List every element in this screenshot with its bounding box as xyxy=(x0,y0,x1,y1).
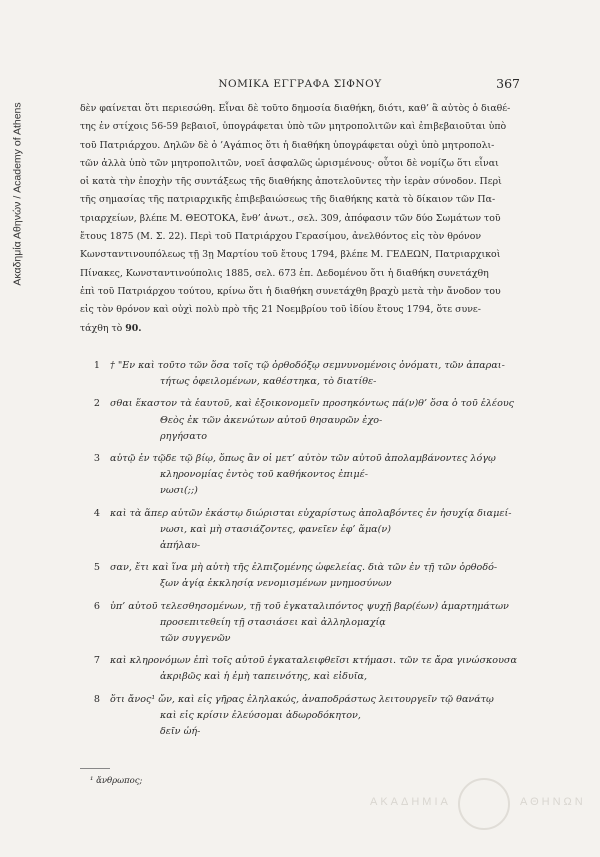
footnote: ¹ ἄνθρωπος; xyxy=(90,776,143,786)
verse-text xyxy=(110,358,520,390)
verse-text xyxy=(110,599,520,648)
verse-number: 6 xyxy=(93,600,100,612)
verse-line: ὑπ’ αὐτοῦ τελεσθησομένων, τῇ τοῦ ἐγκαταλιπόντος ψυχῇ βαρ(έων) ἁμαρτημάτων xyxy=(110,600,509,612)
verse-text xyxy=(110,653,520,685)
verse-number: 7 xyxy=(93,655,100,667)
verse-row xyxy=(80,358,520,390)
intro-last-bold: 90. xyxy=(125,322,142,334)
verse-line: ὅτι ἄνος¹ ὤν, καὶ εἰς γῆρας ἐληλακώς, ἀναποδράστως λειτουργεῖν τῷ θανάτῳ xyxy=(110,693,494,705)
verse-line: νωσι, καὶ μὴ στασιάζοντες, φανεῖεν ἐφ’ ἅμα(ν) xyxy=(160,523,391,535)
verse-line: ἀπήλαυ- xyxy=(160,540,201,552)
intro-line: Πίνακες, Κωνσταντινούπολις 1885, σελ. 673 ἑπ. Δεδομένου ὅτι ἡ διαθήκη συνετάχθη xyxy=(80,267,489,279)
verse-row xyxy=(80,396,520,445)
intro-line: της ἐν στίχοις 56-59 βεβαιοῖ, ὑπογράφεται ὑπὸ τῶν μητροπολιτῶν καὶ ἐπιβεβαιοῦται ὑπὸ xyxy=(80,121,507,133)
verse-line: καὶ εἰς κρίσιν ἐλεύσομαι ἀδωροδόκητον, xyxy=(160,709,361,721)
verse-line: καὶ κληρονόμων ἐπὶ τοῖς αὐτοῦ ἐγκαταλειφθεῖσι κτήμασι. τῶν τε ἄρα γινώσκουσα xyxy=(110,655,517,667)
side-label xyxy=(6,44,30,344)
running-header xyxy=(80,76,520,92)
verse-line: τῶν συγγενῶν xyxy=(160,633,231,645)
intro-last-text: τάχθη τὸ xyxy=(80,322,126,334)
verse-line: αὐτῷ ἐν τῷδε τῷ βίῳ, ὅπως ἂν οἱ μετ’ αὐτὸν τῶν αὐτοῦ ἀπολαμβάνοντες λόγῳ xyxy=(110,453,496,465)
intro-line: δὲν φαίνεται ὅτι περιεσώθη. Εἶναι δὲ τοῦτο δημοσία διαθήκη, διότι, καθ’ ἃ αὐτὸς ὁ διαθέ- xyxy=(80,103,511,114)
verse-row xyxy=(80,692,520,741)
verse-row xyxy=(80,560,520,592)
verse-number: 1 xyxy=(93,360,100,371)
verse-number: 2 xyxy=(93,398,100,410)
verse-text xyxy=(110,506,520,555)
verse-text xyxy=(110,560,520,592)
verse-line: κληρονομίας ἐντὸς τοῦ καθήκοντος ἐπιμέ- xyxy=(160,469,369,481)
intro-line: ἔτους 1875 (Μ. Σ. 22). Περὶ τοῦ Πατριάρχου Γερασίμου, ἀνελθόντος εἰς τὸν θρόνον xyxy=(80,231,482,243)
verse-line: νωσι(;;) xyxy=(160,485,198,497)
verse-line: ἀκριβῶς καὶ ἡ ἐμὴ ταπεινότης, καὶ εἰδυῖα, xyxy=(160,671,368,683)
verse-text xyxy=(110,692,520,741)
verse-block xyxy=(80,358,520,740)
intro-line: Κωνσταντινουπόλεως τῇ 3ῃ Μαρτίου τοῦ ἔτους 1794, βλέπε Μ. ΓΕΔΕΩΝ, Πατριαρχικοὶ xyxy=(80,249,501,261)
verse-line: σαν, ἔτι καὶ ἵνα μὴ αὐτὴ τῆς ἐλπιζομένης ὠφελείας. διὰ τῶν ἐν τῇ τῶν ὀρθοδό- xyxy=(110,562,498,574)
intro-line: εἰς τὸν θρόνον καὶ οὐχὶ πολὺ πρὸ τῆς 21 Νοεμβρίου τοῦ ἰδίου ἔτους 1794, ὅτε συνε- xyxy=(80,304,481,316)
verse-line: Θεὸς ἐκ τῶν ἀκενώτων αὐτοῦ θησαυρῶν ἐχο- xyxy=(160,414,383,426)
intro-line-last xyxy=(80,320,520,338)
intro-line: τῆς σημασίας τῆς πατριαρχικῆς ἐπιβεβαιώσεως τῆς διαθήκης κατὰ τὸ δίκαιον τῶν Πα- xyxy=(80,194,496,206)
intro-line: τοῦ Πατριάρχου. Δηλῶν δὲ ὁ ’Αγάπιος ὅτι ἡ διαθήκη ὑπογράφεται οὐχὶ ὑπὸ μητροπολι- xyxy=(80,139,495,151)
watermark-text-right: ΑΘΗΝΩΝ xyxy=(520,796,586,808)
intro-line: τριαρχείων, βλέπε Μ. ΘΕΟΤΟΚΑ, ἔνθ’ ἀνωτ., σελ. 309, ἀπόφασιν τῶν δύο Σωμάτων τοῦ xyxy=(80,212,501,224)
verse-line: τήτως ὀφειλομένων, καθέστηκα, τὸ διατίθε- xyxy=(160,376,377,388)
watermark-text-left: ΑΚΑΔΗΜΙΑ xyxy=(370,796,451,808)
verse-line: † "Εν καὶ τοῦτο τῶν ὅσα τοῖς τῷ ὀρθοδόξῳ σεμνυνομένοις ὀνόματι, τῶν ἀπαραι- xyxy=(110,360,505,371)
verse-number: 4 xyxy=(93,507,100,519)
verse-line: σθαι ἕκαστον τὰ ἑαυτοῦ, καὶ ἐξοικονομεῖν προσηκόντως πά(ν)θ’ ὅσα ὁ τοῦ ἐλέους xyxy=(110,398,515,410)
verse-row xyxy=(80,599,520,648)
verse-text xyxy=(110,396,520,445)
verse-line: καὶ τὰ ἅπερ αὐτῶν ἑκάστῳ διώρισται εὐχαρίστως ἀπολαβόντες ἐν ἡσυχίᾳ διαμεί- xyxy=(110,507,512,519)
intro-paragraph xyxy=(80,100,520,338)
side-label-text: Ακαδημία Αθηνών / Academy of Athens xyxy=(12,102,24,286)
intro-line: οἱ κατὰ τὴν ἐποχὴν τῆς συντάξεως τῆς διαθήκης ἀποτελοῦντες τὴν ἱερὰν σύνοδον. Περὶ xyxy=(80,176,502,188)
intro-line: τῶν ἀλλὰ ὑπὸ τῶν μητροπολιτῶν, νοεῖ ἀσφαλῶς ὡρισμένους· οὗτοι δὲ νομίζω ὅτι εἶναι xyxy=(80,157,499,169)
footnote-rule xyxy=(80,768,110,769)
watermark-logo xyxy=(370,778,590,828)
verse-row xyxy=(80,506,520,555)
verse-line: ξων ἁγίᾳ ἐκκλησίᾳ νενομισμένων μνημοσύνων xyxy=(160,578,392,590)
verse-line: προσεπιτεθείη τῇ στασιάσει καὶ ἀλληλομαχίᾳ xyxy=(160,616,386,628)
verse-number: 8 xyxy=(93,693,100,705)
verse-line: δεῖν ὡή- xyxy=(160,726,201,738)
running-title: ΝΟΜΙΚΑ ΕΓΓΡΑΦΑ ΣΙΦΝΟΥ xyxy=(218,78,382,90)
verse-row xyxy=(80,451,520,500)
academy-emblem-icon xyxy=(458,778,510,830)
verse-number: 3 xyxy=(93,453,100,465)
intro-line: ἐπὶ τοῦ Πατριάρχου τούτου, κρίνω ὅτι ἡ διαθήκη συνετάχθη βραχὺ μετὰ τὴν ἄνοδον του xyxy=(80,285,501,297)
verse-line: ρηγήσατο xyxy=(160,430,207,442)
verse-number: 5 xyxy=(93,562,100,574)
verse-text xyxy=(110,451,520,500)
page-number: 367 xyxy=(496,76,520,91)
verse-row xyxy=(80,653,520,685)
